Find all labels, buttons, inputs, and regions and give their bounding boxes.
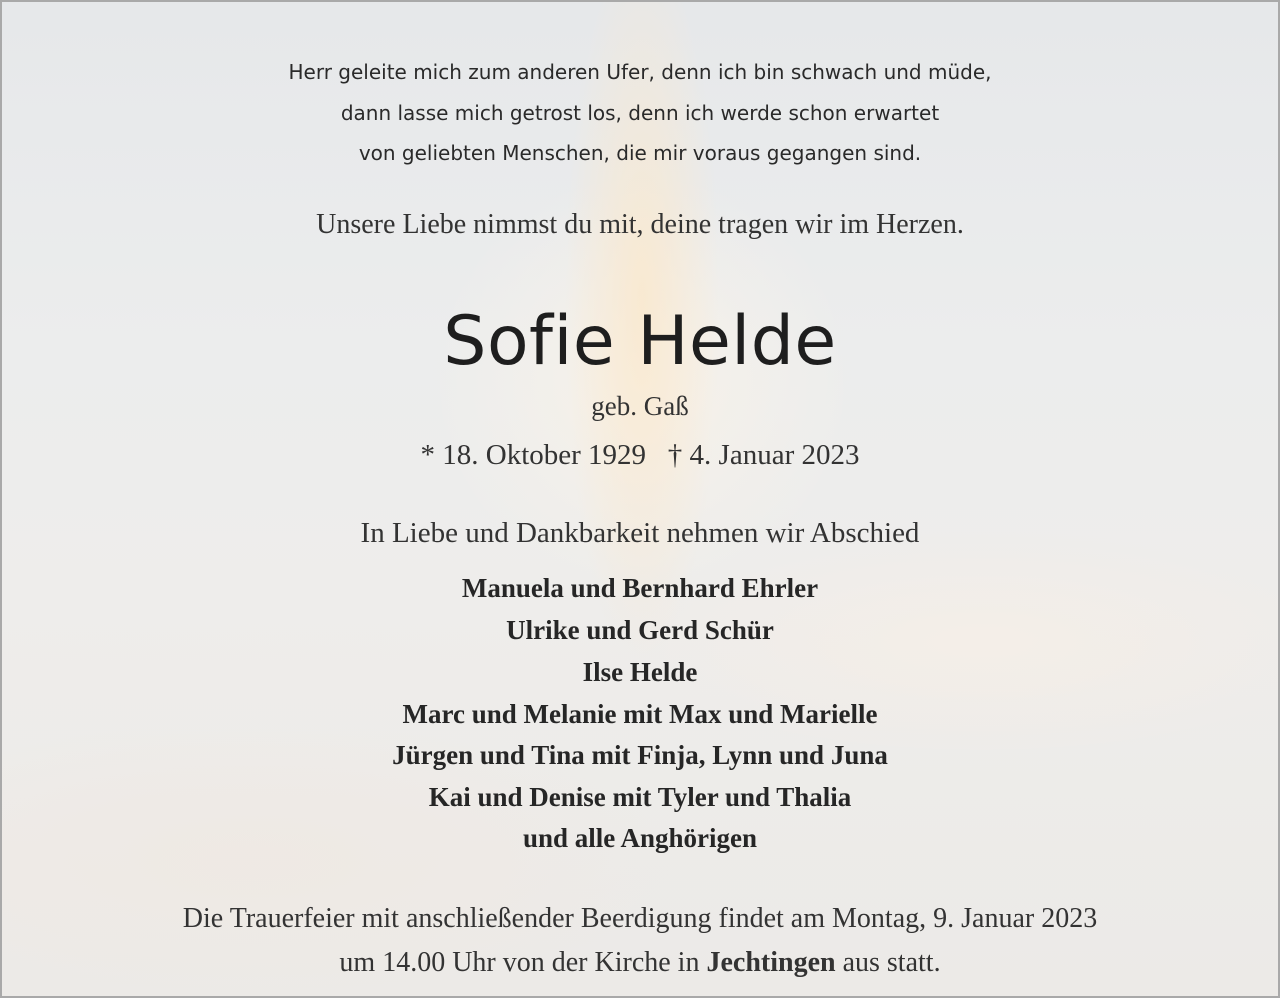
ceremony-suffix: aus statt.	[835, 947, 941, 978]
mourner-4: Marc und Melanie mit Max und Marielle	[402, 699, 878, 729]
deceased-name: Sofie Helde	[443, 302, 837, 381]
verse-line-2: dann lasse mich getrost los, denn ich werde schon erwartet	[340, 101, 940, 125]
verse-line-1: Herr geleite mich zum anderen Ufer, denn ich bin schwach und müde,	[288, 60, 992, 84]
mourner-1: Manuela und Bernhard Ehrler	[461, 573, 819, 603]
ceremony-line-2	[2, 947, 1278, 979]
mourner-3: Ilse Helde	[582, 657, 698, 687]
ceremony-prefix: um 14.00 Uhr von der Kirche in	[339, 947, 707, 978]
birth-name: geb. Gaß	[591, 391, 689, 421]
mourner-5: Jürgen und Tina mit Finja, Lynn und Juna	[392, 740, 888, 770]
life-dates: * 18. Oktober 1929 † 4. Januar 2023	[420, 439, 860, 471]
ceremony-line-1: Die Trauerfeier mit anschließender Beerdigung findet am Montag, 9. Januar 2023	[182, 903, 1098, 934]
farewell-line: In Liebe und Dankbarkeit nehmen wir Abschied	[360, 517, 920, 549]
ceremony-location: Jechtingen	[706, 947, 836, 978]
mourner-7: und alle Anghörigen	[522, 823, 758, 853]
mourner-6: Kai und Denise mit Tyler und Thalia	[428, 782, 852, 812]
mourner-2: Ulrike und Gerd Schür	[506, 615, 774, 645]
verse-line-3: von geliebten Menschen, die mir voraus gegangen sind.	[358, 141, 922, 165]
motto: Unsere Liebe nimmst du mit, deine tragen wir im Herzen.	[316, 209, 964, 240]
